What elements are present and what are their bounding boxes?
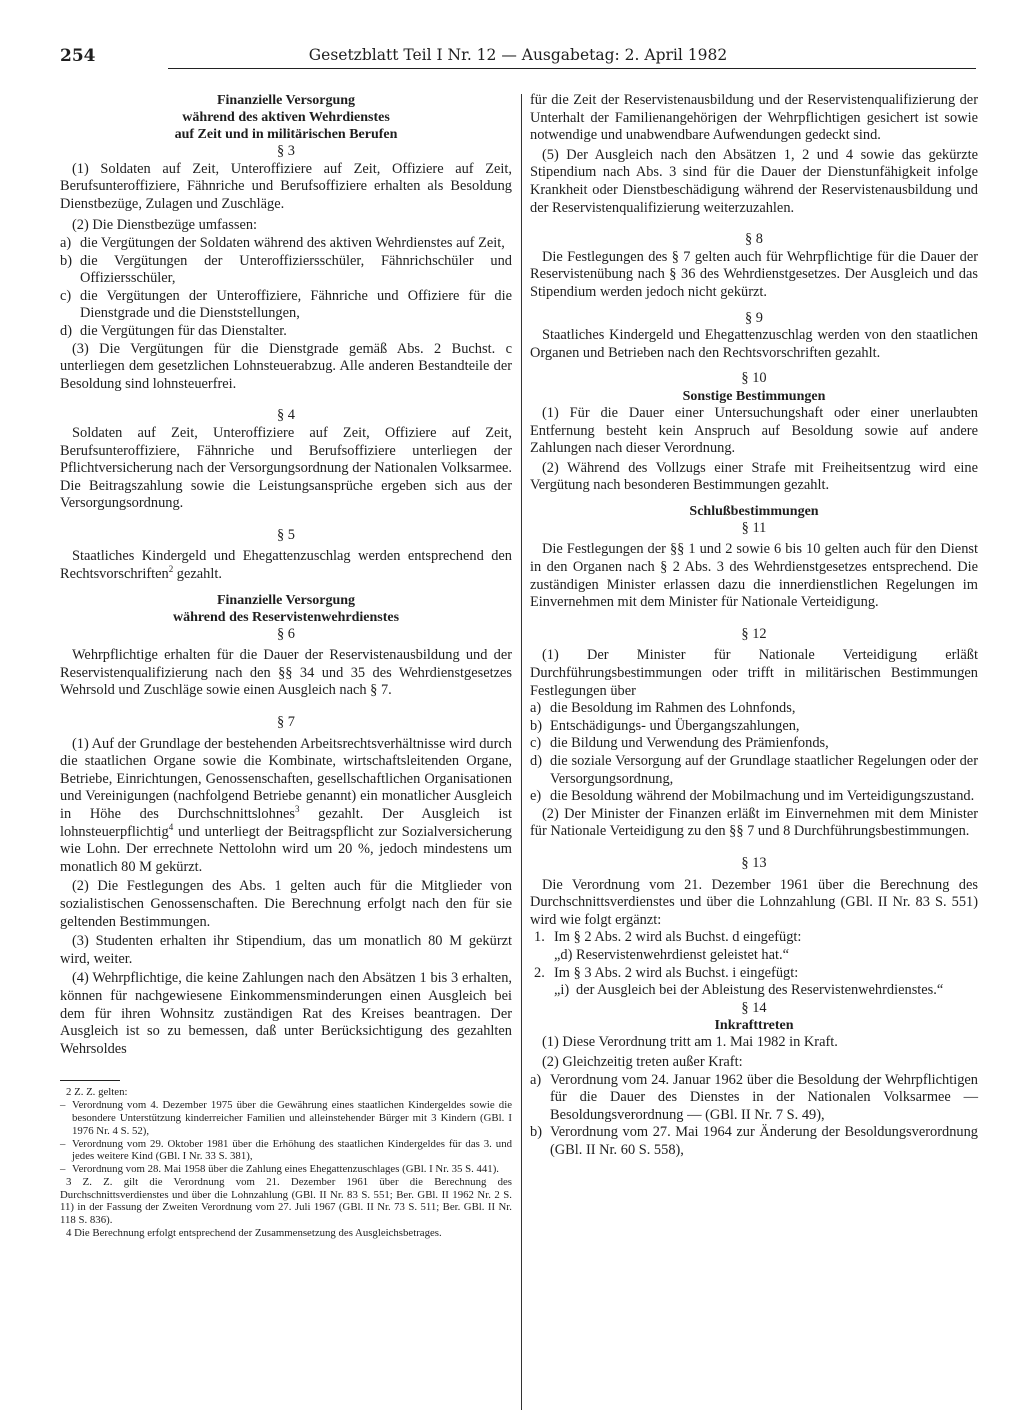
page-header	[60, 46, 976, 70]
paragraph-7-2: (2) Die Festlegungen des Abs. 1 gelten auch für die Mitglieder von sozialistischen Genossenschaften. Die Berechnung erfolgt nach den für sie geltenden Bestimmungen.	[60, 878, 512, 930]
paragraph-11-text: Die Festlegungen der §§ 1 und 2 sowie 6 bis 10 gelten auch für den Dienst in den Organen nach § 2 Abs. 3 des Wehrdienstgesetzes entsprechend. Die zuständigen Minister erlassen dazu die innerdienstlichen Regelungen im Einvernehmen mit dem Minister für Nationale Verteidigung.	[530, 541, 978, 611]
list-item: a) Verordnung vom 24. Januar 1962 über die Besoldung der Wehrpflichtigen für die Dauer des Dienstes in der Nationalen Volksarmee — Besoldungsverordnung — (GBl. II Nr. 7 S. 49),	[530, 1071, 978, 1123]
paragraph-10-heading: § 10	[741, 370, 767, 387]
paragraph-6-heading: § 6	[277, 625, 295, 642]
paragraph-4-heading: § 4	[277, 407, 295, 424]
list-item: b) die Vergütungen der Unteroffiziersschüler, Fähnrichschüler und Offiziersschüler,	[60, 252, 512, 287]
paragraph-3-2-list	[60, 235, 512, 341]
list-item: d) die Vergütungen für das Dienstalter.	[60, 322, 287, 339]
paragraph-9-heading: § 9	[745, 309, 763, 326]
paragraph-13-list	[530, 929, 978, 999]
paragraph-7-heading: § 7	[277, 714, 295, 731]
paragraph-12-1: (1) Der Minister für Nationale Verteidigung erläßt Durchführungsbestimmungen oder trifft in militärischen Bestimmungen Festlegungen über	[530, 647, 978, 699]
footnote-4: 4 Die Berechnung erfolgt entsprechend der Zusammensetzung des Ausgleichsbetrages.	[66, 1227, 442, 1240]
list-item: c) die Bildung und Verwendung des Prämienfonds,	[530, 735, 829, 752]
section-heading-other: Sonstige Bestimmungen	[682, 388, 826, 404]
paragraph-3-2: (2) Die Dienstbezüge umfassen:	[72, 217, 258, 234]
right-column	[530, 92, 978, 1159]
paragraph-5-heading: § 5	[277, 526, 295, 543]
list-item: d) die soziale Versorgung auf der Grundlage staatlicher Regelungen oder der Versorgungsordnung,	[530, 753, 978, 787]
list-subitem: „d) Reservistenwehrdienst geleistet hat.“	[554, 946, 789, 963]
paragraph-7-4: (4) Wehrpflichtige, die keine Zahlungen nach den Absätzen 1 bis 3 erhalten, können für nachgewiesene Einkommensminderungen einen Ausgleich bei dem für ihren Wohnsitz zuständigen Rat des Kreises beantragen. Der Ausgleich ist so zu bemessen, daß unter Berücksichtigung des gezahlten Wehrsoldes	[60, 970, 512, 1057]
paragraph-3-heading: § 3	[277, 143, 295, 159]
paragraph-14-2: (2) Gleichzeitig treten außer Kraft:	[542, 1053, 743, 1070]
paragraph-11-heading: § 11	[741, 519, 767, 536]
footnote-item: – Verordnung vom 4. Dezember 1975 über die Gewährung eines staatlichen Kindergeldes sowie die besondere Unterstützung kinderreicher Familien und alleinstehender Bürger mit 3 Kindern (GBl. I 1976 Nr. 4 S. 52),	[60, 1099, 512, 1137]
list-item: e) die Besoldung während der Mobilmachung und im Verteidigungszustand.	[530, 788, 975, 805]
header-rule	[168, 68, 976, 69]
left-column	[60, 92, 512, 1240]
footnotes	[60, 1086, 512, 1240]
paragraph-4-text: Soldaten auf Zeit, Unteroffiziere auf Zeit, Offiziere auf Zeit, Berufsunteroffiziere, Fähnriche und Berufsoffiziere unterliegen der Pflichtversicherung nach der Versorgungsordnung der Nationalen Volksarmee. Die Beitragszahlung sowie die Leistungsansprüche ergeben sich aus der Versorgungsordnung.	[60, 424, 512, 512]
paragraph-7-4-continued: für die Zeit der Reservistenausbildung und der Reservistenqualifizierung der Unterhalt der Familienangehörigen der Wehrpflichtigen gesichert ist sowie notwendige und unabwendbare Aufwendungen gedeckt sind.	[530, 92, 978, 144]
section-heading-entry-into-force: Inkrafttreten	[714, 1018, 794, 1034]
footnote-rule	[60, 1080, 120, 1081]
paragraph-3-1: (1) Soldaten auf Zeit, Unteroffiziere auf Zeit, Offiziere auf Zeit, Berufsunteroffiziere, Fähnriche und Berufsoffiziere erhalten als Besoldung Dienstbezüge, Zulagen und Zuschläge.	[60, 160, 512, 212]
paragraph-8-heading: § 8	[745, 231, 763, 248]
paragraph-12-list	[530, 700, 978, 806]
paragraph-14-1: (1) Diese Verordnung tritt am 1. Mai 1982 in Kraft.	[542, 1034, 838, 1051]
paragraph-13-text: Die Verordnung vom 21. Dezember 1961 über die Berechnung des Durchschnittsverdienstes und über die Lohnzahlung (GBl. II Nr. 83 S. 551) wird wie folgt ergänzt:	[530, 876, 978, 928]
list-item: a) die Vergütungen der Soldaten während des aktiven Wehrdienstes auf Zeit,	[60, 234, 505, 251]
list-subitem: „i) der Ausgleich bei der Ableistung des Reservistenwehrdienstes.“	[554, 982, 944, 999]
paragraph-7-1: (1) Auf der Grundlage der bestehenden Arbeitsrechtsverhältnisse wird durch die staatlichen Organe sowie die Kombinate, wirtschaftsleitenden Organe, Betriebe, Einrichtungen, Genossenschaften, gesellschaftlichen Organisationen und Vereinigungen (nachfolgend Betriebe genannt) ein monatlicher Ausgleich in Höhe des Durchschnittslohnes$^3$ gezahlt. Der Ausgleich ist lohnsteuerpflichtig$^4$ und unterliegt der Beitragspflicht zur Sozialversicherung wie Lohn. Der errechnete Nettolohn wird um 20 %, jedoch mindestens um monatlich 80 M gekürzt.	[60, 735, 512, 875]
section-heading-reserve-service: Finanzielle Versorgung während des Reservistenwehrdienstes	[172, 592, 400, 625]
list-item: b) Verordnung vom 27. Mai 1964 zur Änderung der Besoldungsverordnung (GBl. II Nr. 60 S. 558),	[530, 1124, 978, 1158]
footnote-ref-3: 3	[295, 804, 300, 815]
paragraph-8-text: Die Festlegungen des § 7 gelten auch für Wehrpflichtige für die Dauer der Reservistenübung nach § 36 des Wehrdienstgesetzes. Der Ausgleich und das Stipendium werden jedoch nicht gekürzt.	[530, 248, 978, 300]
paragraph-12-2: (2) Der Minister der Finanzen erläßt im Einvernehmen mit dem Minister für Nationale Verteidigung zu den §§ 7 und 8 Durchführungsbestimmungen.	[530, 805, 978, 840]
column-divider	[521, 94, 522, 1410]
paragraph-6-text: Wehrpflichtige erhalten für die Dauer der Reservistenausbildung und der Reservistenqualifizierung nach den §§ 34 und 35 des Wehrdienstgesetzes Wehrsold und Zuschläge sowie einen Ausgleich nach § 7.	[60, 647, 512, 699]
paragraph-14-list	[530, 1072, 978, 1160]
paragraph-7-3: (3) Studenten erhalten ihr Stipendium, das um monatlich 80 M gekürzt wird, weiter.	[60, 933, 512, 967]
section-heading-final: Schlußbestimmungen	[689, 503, 819, 519]
page-number: 254	[60, 46, 96, 66]
footnote-3: 3 Z. Z. gilt die Verordnung vom 21. Dezember 1961 über die Berechnung des Durchschnittsverdienstes und über die Lohnzahlung (GBl. II Nr. 83 S. 551; Ber. GBl. II 1962 Nr. 2 S. 11) in der Fassung der Zweiten Verordnung vom 27. Juli 1967 (GBl. II Nr. 73 S. 511; Ber. GBl. II Nr. 118 S. 836).	[60, 1175, 512, 1227]
paragraph-9-text: Staatliches Kindergeld und Ehegattenzuschlag werden von den staatlichen Organen und Betrieben nach den Rechtsvorschriften gezahlt.	[530, 327, 978, 361]
paragraph-10-2: (2) Während des Vollzugs einer Strafe mit Freiheitsentzug wird eine Vergütung nach besonderen Bestimmungen gezahlt.	[530, 459, 978, 494]
footnote-ref-4: 4	[168, 821, 174, 832]
list-item: c) die Vergütungen der Unteroffiziere, Fähnriche und Offiziere für die Dienstgrade und die Dienststellungen,	[60, 287, 512, 322]
list-item: b) Entschädigungs- und Übergangszahlungen,	[530, 717, 800, 734]
footnote-item: – Verordnung vom 28. Mai 1958 über die Zahlung eines Ehegattenzuschlages (GBl. I Nr. 35 S. 441).	[60, 1163, 499, 1176]
list-item: a) die Besoldung im Rahmen des Lohnfonds,	[530, 700, 796, 717]
section-heading-active-service: Finanzielle Versorgung während des aktiven Wehrdienstes auf Zeit und in militärischen Berufen	[174, 93, 398, 142]
paragraph-7-5: (5) Der Ausgleich nach den Absätzen 1, 2 und 4 sowie das gekürzte Stipendium nach Abs. 3 sind für die Dauer der Dienstunfähigkeit infolge Krankheit oder Dienstbeschädigung während der Reservistenausbildung und der Reservistenqualifizierung weiterzuzahlen.	[530, 146, 978, 216]
paragraph-13-heading: § 13	[741, 854, 767, 871]
paragraph-5-text: Staatliches Kindergeld und Ehegattenzuschlag werden entsprechend den Rechtsvorschriften$^2$ gezahlt.	[60, 548, 512, 583]
paragraph-12-heading: § 12	[741, 625, 767, 642]
paragraph-10-1: (1) Für die Dauer einer Untersuchungshaft oder einer unerlaubten Entfernung besteht kein Anspruch auf Besoldung sowie auf andere Zahlungen nach dieser Verordnung.	[530, 404, 978, 457]
paragraph-14-heading: § 14	[741, 999, 767, 1016]
footnote-item: – Verordnung vom 29. Oktober 1981 über die Erhöhung des staatlichen Kindergeldes für das 3. und jedes weitere Kind (GBl. I Nr. 33 S. 381),	[60, 1137, 512, 1163]
paragraph-3-3: (3) Die Vergütungen für die Dienstgrade gemäß Abs. 2 Buchst. c unterliegen dem gesetzlichen Lohnsteuerabzug. Alle anderen Bestandteile der Besoldung sind lohnsteuerfrei.	[60, 340, 512, 392]
gazette-title: Gesetzblatt Teil I Nr. 12 — Ausgabetag: 2. April 1982	[308, 46, 728, 64]
list-item: 1. Im § 2 Abs. 2 wird als Buchst. d eingefügt:	[534, 929, 802, 946]
footnote-ref-2: 2	[168, 564, 174, 575]
footnote-2-head: 2 Z. Z. gelten:	[66, 1086, 128, 1099]
list-item: 2. Im § 3 Abs. 2 wird als Buchst. i eingefügt:	[534, 964, 799, 981]
